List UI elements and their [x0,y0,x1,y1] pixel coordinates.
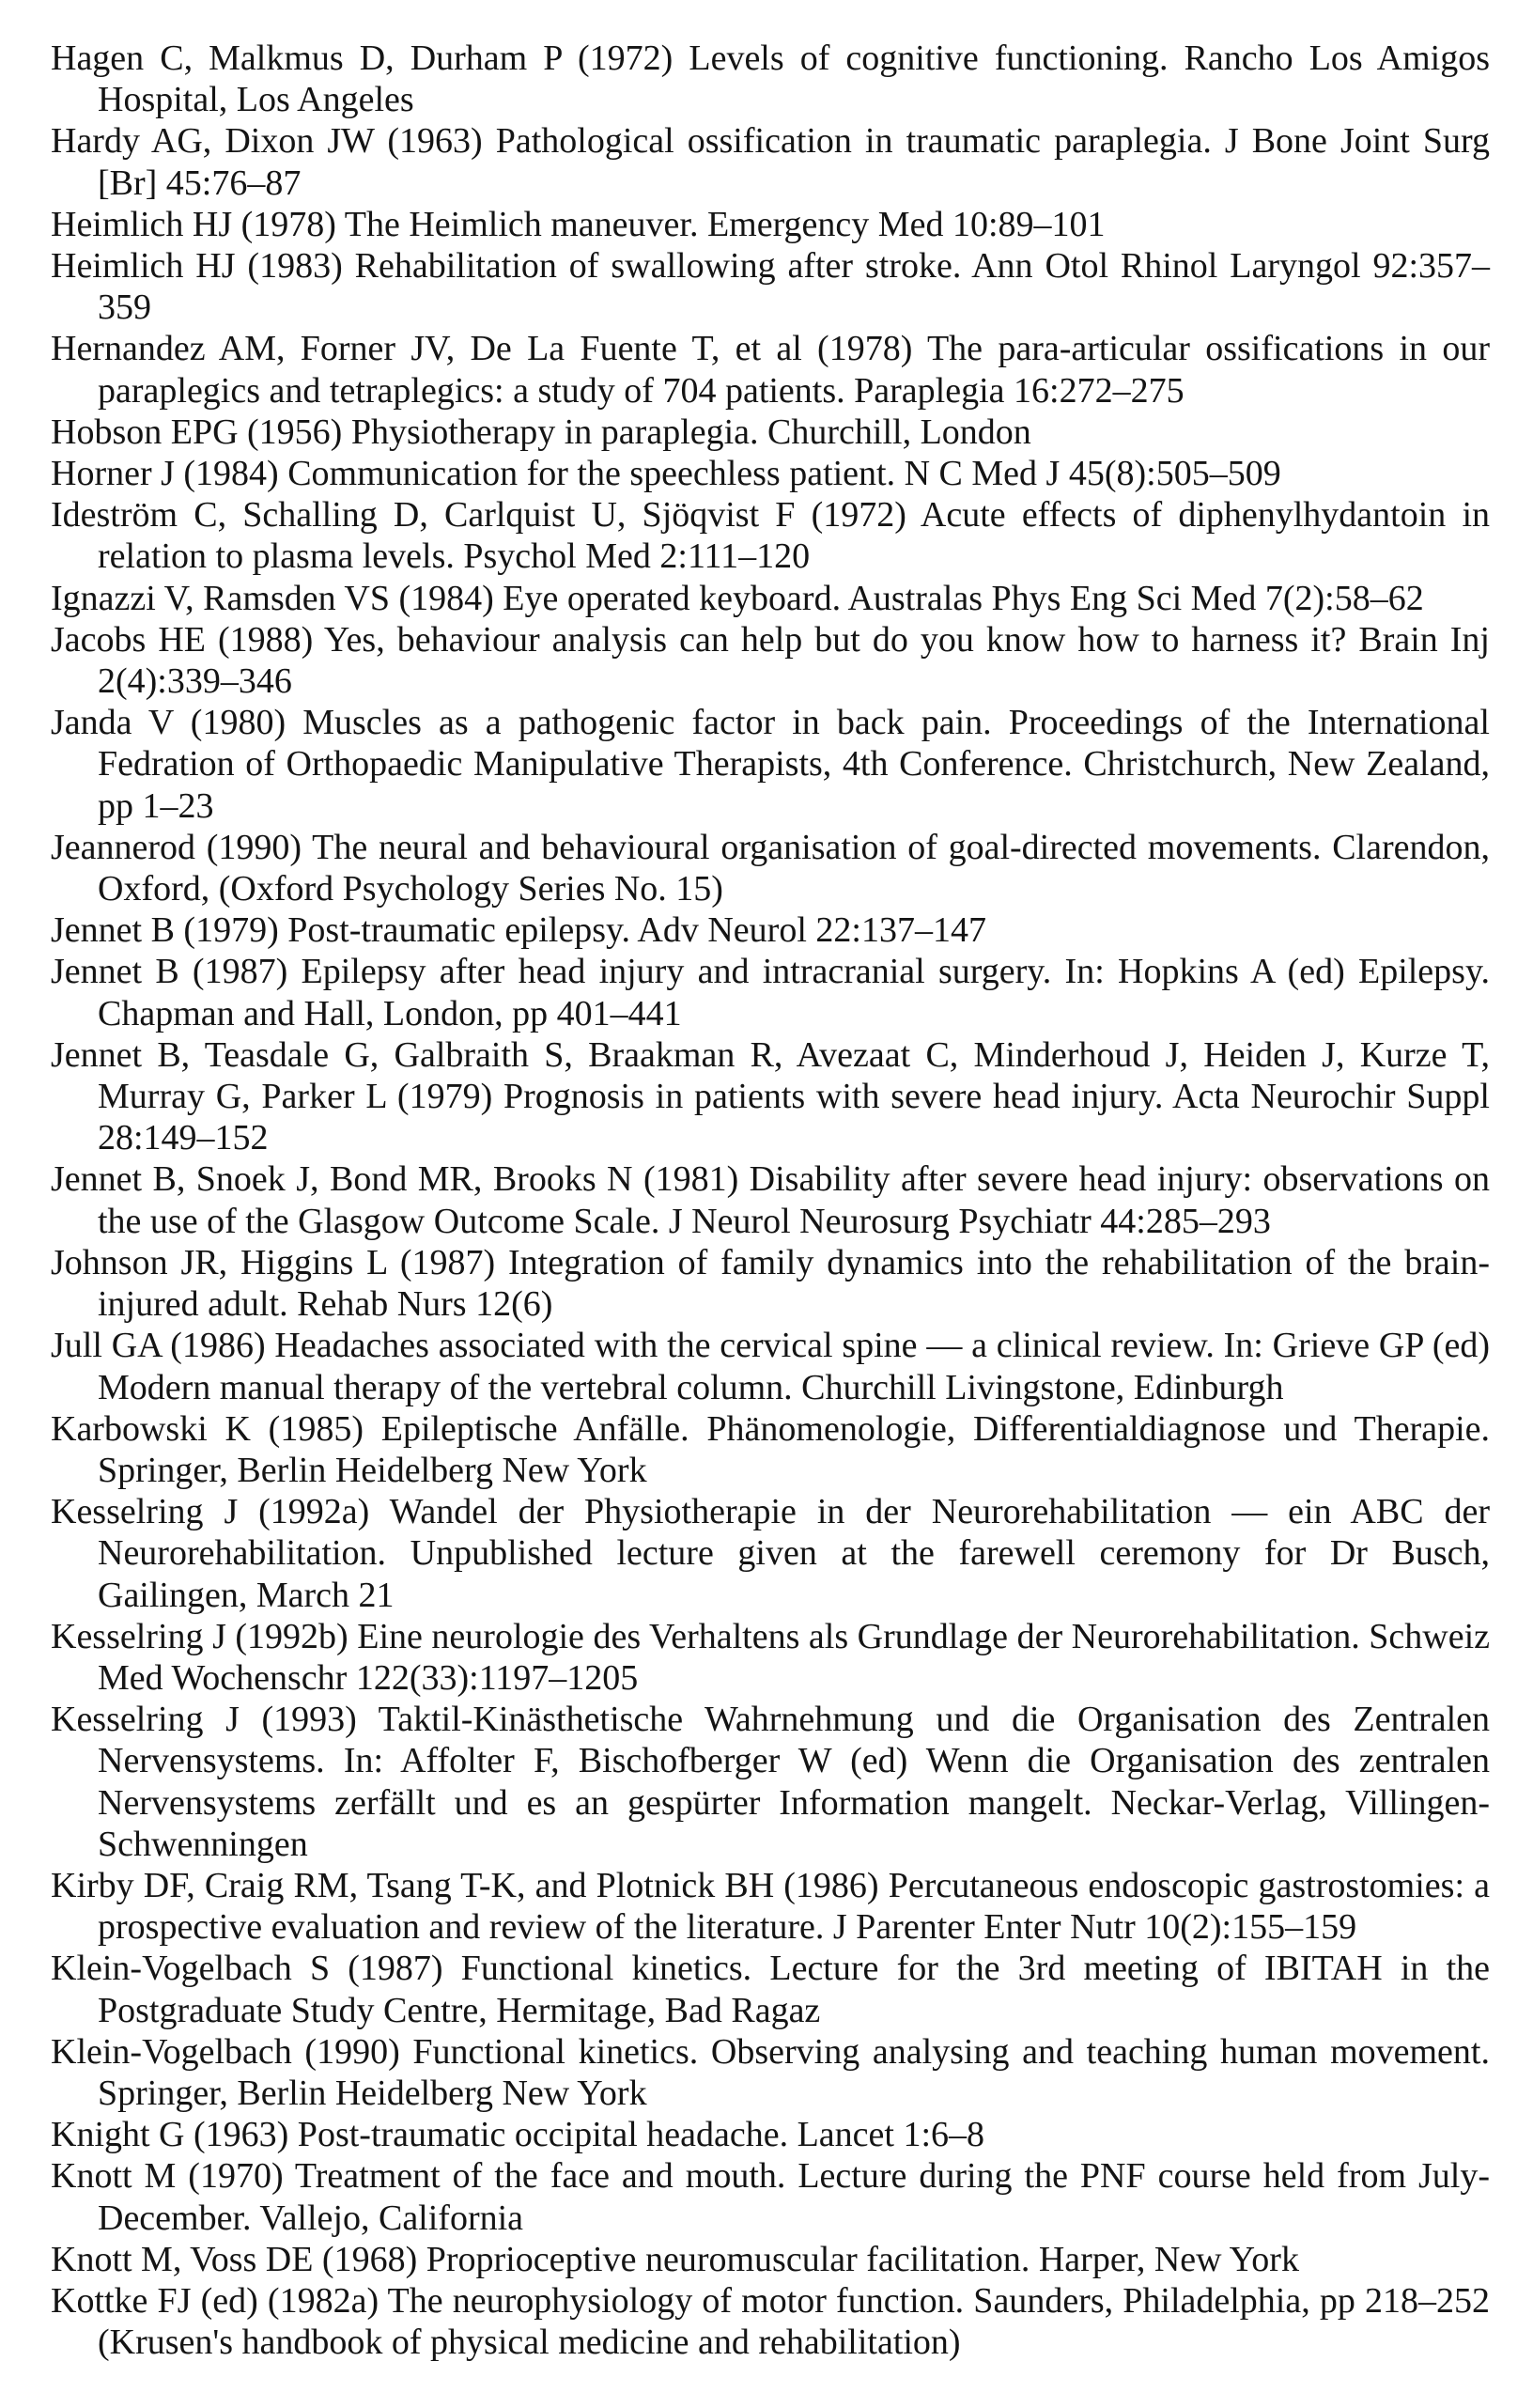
reference-entry: Horner J (1984) Communication for the speechless patient. N C Med J 45(8):505–509 [51,454,1281,494]
reference-list [51,38,1490,2363]
reference-entry: Ignazzi V, Ramsden VS (1984) Eye operated keyboard. Australas Phys Eng Sci Med 7(2):58–62 [51,578,1424,618]
reference-entry: Jacobs HE (1988) Yes, behaviour analysis can help but do you know how to harness it? Brain Inj 2(4):339–346 [51,619,1490,702]
reference-entry: Ideström C, Schalling D, Carlquist U, Sjöqvist F (1972) Acute effects of diphenylhydantoin in relation to plasma levels. Psychol Med 2:111–120 [51,495,1490,577]
reference-entry: Klein-Vogelbach S (1987) Functional kinetics. Lecture for the 3rd meeting of IBITAH in the Postgraduate Study Centre, Hermitage, Bad Ragaz [51,1949,1490,2030]
reference-entry: Kesselring J (1993) Taktil-Kinästhetische Wahrnehmung und die Organisation des Zentralen Nervensystems. In: Affolter F, Bischofberger W (ed) Wenn die Organisation des zentralen Nervensystems zerfällt und es an gespürter Information mangelt. Neckar-Verlag, Villingen-Schwenningen [51,1700,1490,1864]
reference-entry: Jull GA (1986) Headaches associated with the cervical spine — a clinical review. In: Grieve GP (ed) Modern manual therapy of the vertebral column. Churchill Livingstone, Edinburgh [51,1326,1490,1407]
reference-entry: Hobson EPG (1956) Physiotherapy in paraplegia. Churchill, London [51,412,1031,452]
reference-entry: Karbowski K (1985) Epileptische Anfälle. Phänomenologie, Differentialdiagnose und Therapie. Springer, Berlin Heidelberg New York [51,1408,1490,1490]
reference-entry: Knott M (1970) Treatment of the face and mouth. Lecture during the PNF course held from July-December. Vallejo, California [51,2156,1490,2238]
reference-entry: Jennet B, Snoek J, Bond MR, Brooks N (1981) Disability after severe head injury: observations on the use of the Glasgow Outcome Scale. J Neurol Neurosurg Psychiatr 44:285–293 [51,1159,1490,1241]
reference-entry: Jennet B (1979) Post-traumatic epilepsy. Adv Neurol 22:137–147 [51,910,986,951]
reference-entry: Janda V (1980) Muscles as a pathogenic factor in back pain. Proceedings of the International Fedration of Orthopaedic Manipulative Therapists, 4th Conference. Christchurch, New Zealand, pp 1–23 [51,703,1490,826]
reference-entry: Johnson JR, Higgins L (1987) Integration of family dynamics into the rehabilitation of the brain-injured adult. Rehab Nurs 12(6) [51,1242,1490,1325]
reference-entry: Hagen C, Malkmus D, Durham P (1972) Levels of cognitive functioning. Rancho Los Amigos Hospital, Los Angeles [51,39,1490,120]
reference-entry: Heimlich HJ (1978) The Heimlich maneuver. Emergency Med 10:89–101 [51,204,1106,244]
reference-entry: Jennet B (1987) Epilepsy after head injury and intracranial surgery. In: Hopkins A (ed) Epilepsy. Chapman and Hall, London, pp 401–441 [51,952,1490,1033]
reference-entry: Hardy AG, Dixon JW (1963) Pathological ossification in traumatic paraplegia. J Bone Joint Surg [Br] 45:76–87 [51,121,1490,203]
reference-entry: Kirby DF, Craig RM, Tsang T-K, and Plotnick BH (1986) Percutaneous endoscopic gastrostomies: a prospective evaluation and review of the literature. J Parenter Enter Nutr 10(2):155–159 [51,1865,1490,1948]
reference-entry: Knott M, Voss DE (1968) Proprioceptive neuromuscular facilitation. Harper, New York [51,2239,1299,2279]
reference-entry: Knight G (1963) Post-traumatic occipital headache. Lancet 1:6–8 [51,2115,985,2155]
reference-entry: Klein-Vogelbach (1990) Functional kinetics. Observing analysing and teaching human movement. Springer, Berlin Heidelberg New York [51,2031,1490,2113]
reference-entry: Jennet B, Teasdale G, Galbraith S, Braakman R, Avezaat C, Minderhoud J, Heiden J, Kurze T, Murray G, Parker L (1979) Prognosis in patients with severe head injury. Acta Neurochir Suppl 28:149–152 [51,1034,1490,1158]
reference-entry: Kottke FJ (ed) (1982a) The neurophysiology of motor function. Saunders, Philadelphia, pp 218–252 (Krusen's handbook of physical medicine and rehabilitation) [51,2280,1490,2363]
reference-entry: Kesselring J (1992b) Eine neurologie des Verhaltens als Grundlage der Neurorehabilitation. Schweiz Med Wochenschr 122(33):1197–1205 [51,1616,1490,1698]
reference-entry: Kesselring J (1992a) Wandel der Physiotherapie in der Neurorehabilitation — ein ABC der Neurorehabilitation. Unpublished lecture given at the farewell ceremony for Dr Busch, Gailingen, March 21 [51,1492,1490,1615]
reference-entry: Heimlich HJ (1983) Rehabilitation of swallowing after stroke. Ann Otol Rhinol Laryngol 92:357–359 [51,246,1490,328]
reference-entry: Hernandez AM, Forner JV, De La Fuente T, et al (1978) The para-articular ossifications in our paraplegics and tetraplegics: a study of 704 patients. Paraplegia 16:272–275 [51,329,1490,411]
reference-entry: Jeannerod (1990) The neural and behavioural organisation of goal-directed movements. Clarendon, Oxford, (Oxford Psychology Series No. 15) [51,827,1490,909]
